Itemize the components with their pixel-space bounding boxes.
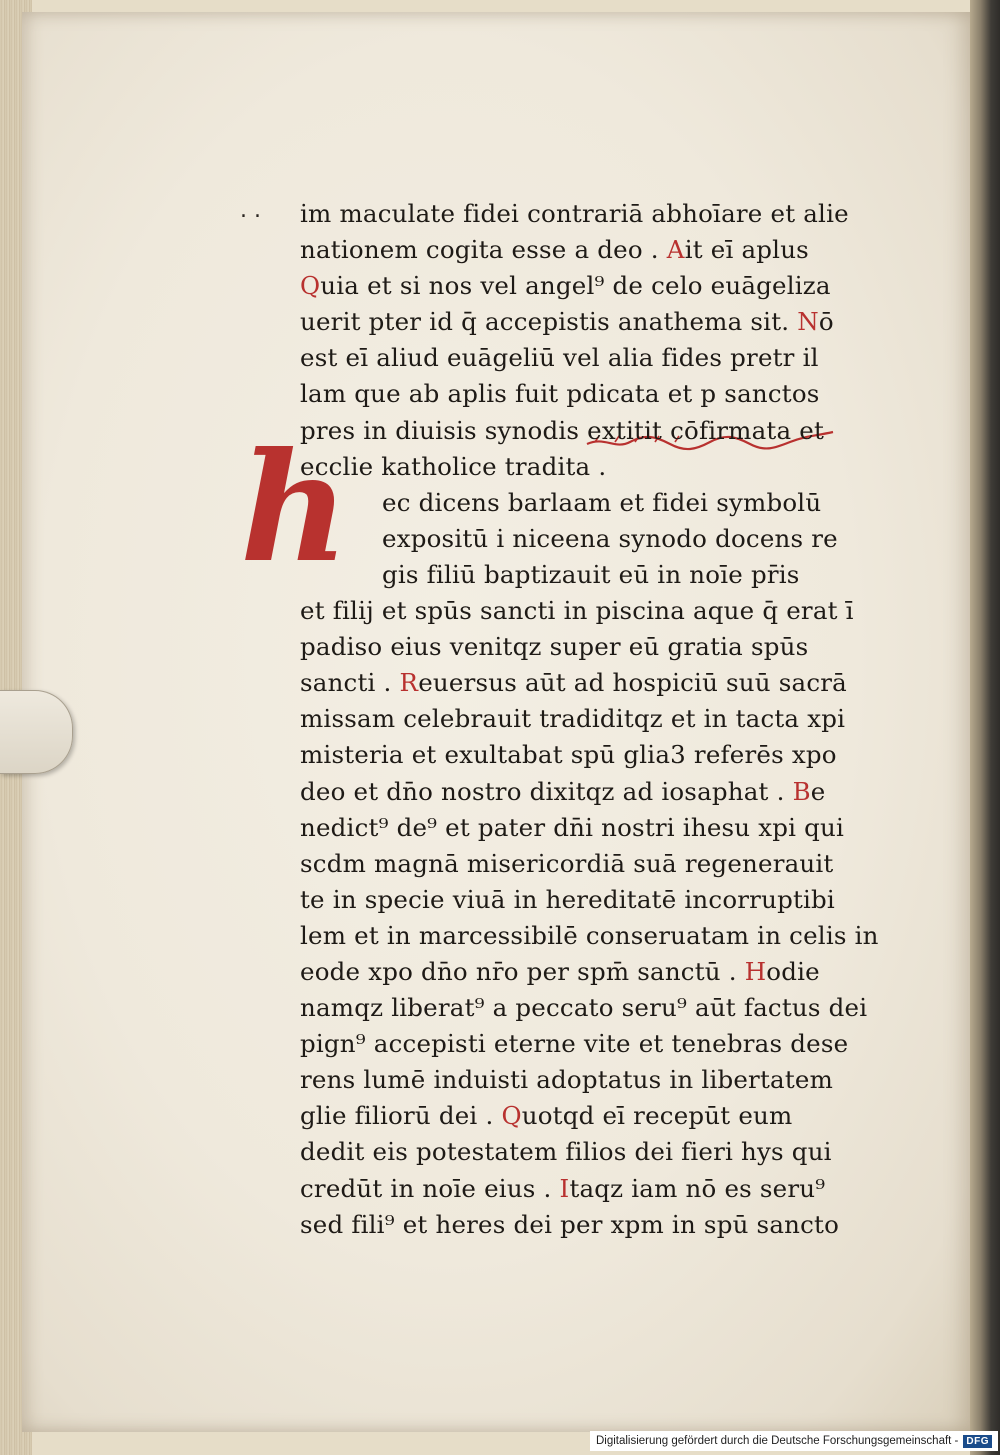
text-segment: namqz liberat⁹ a peccato seru⁹ aūt factus dei [300, 993, 868, 1023]
text-line [300, 376, 830, 412]
rubric-letter: I [559, 1173, 570, 1203]
text-line [300, 485, 830, 521]
text-line [300, 449, 830, 485]
text-segment: et filij et spūs sancti in piscina aque q̄ erat ī [300, 596, 854, 626]
text-segment: pign⁹ accepisti eterne vite et tenebras dese [300, 1029, 849, 1059]
text-segment: lem et in marcessibilē conseruatam in celis in [300, 920, 879, 950]
text-line [300, 1207, 840, 1243]
text-line [300, 737, 837, 773]
text-segment: padiso eius venitqz super eū gratia spūs [300, 632, 809, 662]
text-segment: uotqd eī recepūt eum [521, 1101, 793, 1131]
text-column [300, 196, 879, 1243]
rubric-letter: Q [501, 1101, 522, 1131]
text-segment: e [810, 776, 826, 806]
text-segment: odie [766, 956, 820, 986]
margin-mark: . . [240, 198, 261, 223]
text-line [300, 232, 830, 268]
text-segment: uerit pter id q̄ accepistis anathema sit. [300, 307, 798, 337]
text-segment: te in specie viuā in hereditatē incorruptibi [300, 884, 835, 914]
text-segment: nedict⁹ de⁹ et pater dn̄i nostri ihesu xpi qui [300, 812, 845, 842]
text-line [300, 1171, 830, 1207]
text-line [300, 774, 830, 810]
text-line [300, 521, 838, 557]
text-segment: rens lumē induisti adoptatus in libertatem [300, 1065, 833, 1095]
text-line [300, 413, 830, 449]
text-segment: ō [818, 307, 834, 337]
dfg-logo: DFG [963, 1435, 992, 1448]
bookmark-tab [0, 690, 73, 774]
text-line [300, 846, 834, 882]
text-segment: ecclie katholice tradita . [300, 451, 607, 481]
text-line [300, 557, 830, 593]
text-segment: it eī aplus [684, 235, 809, 265]
text-segment: sed fili⁹ et heres dei per xpm in spū sancto [300, 1209, 840, 1239]
text-line [300, 810, 845, 846]
text-segment: im maculate fidei contrariā abhoīare et alie [300, 199, 849, 228]
text-segment: pres in diuisis synodis extitit cōfirmata et [300, 415, 825, 445]
text-line [300, 882, 835, 918]
text-segment: nationem cogita esse a deo . [300, 235, 667, 265]
text-line [300, 304, 834, 340]
text-line [300, 1134, 830, 1170]
rubric-letter: N [797, 307, 819, 337]
rubric-letter: H [744, 956, 767, 986]
text-segment: taqz iam nō es seru⁹ [569, 1173, 826, 1203]
text-line [300, 268, 830, 304]
text-line [300, 593, 854, 629]
text-segment: dedit eis potestatem filios dei fieri hys qui [300, 1137, 832, 1167]
text-segment: missam celebrauit tradiditqz et in tacta xpi [300, 704, 846, 734]
text-line [300, 990, 868, 1026]
text-line [300, 665, 847, 701]
credit-text: Digitalisierung gefördert durch die Deutsche Forschungsgemeinschaft - [595, 1435, 959, 1447]
book-gutter [970, 0, 1000, 1455]
text-segment: euersus aūt ad hospiciū suū sacrā [418, 668, 847, 698]
text-line [300, 340, 830, 376]
text-line [300, 1026, 849, 1062]
text-segment: expositū i niceena synodo docens re [382, 523, 838, 553]
text-segment: credūt in noīe eius . [300, 1173, 560, 1203]
text-segment: est eī aliud euāgeliū vel alia fides pretr il [300, 343, 819, 373]
rubricated-initial: h [240, 420, 350, 596]
rubric-letter: Q [300, 271, 321, 301]
rubric-letter: B [792, 776, 811, 806]
text-segment: scdm magnā misericordiā suā regenerauit [300, 848, 834, 878]
text-segment: deo et dn̄o nostro dixitqz ad iosaphat . [300, 776, 793, 806]
rubric-letter: R [399, 668, 419, 698]
text-segment: sancti . [300, 668, 400, 698]
rubric-letter: A [666, 235, 685, 265]
text-segment: ec dicens barlaam et fidei symbolū [382, 487, 822, 517]
digitization-credit [590, 1431, 998, 1451]
text-segment: eode xpo dn̄o nr̄o per spm̄ sanctū . [300, 956, 745, 986]
text-segment: uia et si nos vel angel⁹ de celo euāgeliza [320, 271, 831, 301]
text-segment: misteria et exultabat spū glia3 referēs xpo [300, 740, 837, 770]
text-line [300, 918, 879, 954]
text-line [300, 701, 846, 737]
text-line [300, 954, 830, 990]
text-line [300, 629, 830, 665]
text-line [300, 1062, 833, 1098]
text-line [300, 196, 849, 232]
text-segment: gis filiū baptizauit eū in noīe pr̄is [382, 559, 800, 589]
text-segment: glie filiorū dei . [300, 1101, 502, 1131]
text-line [300, 1098, 830, 1134]
text-segment: lam que ab aplis fuit pdicata et p sanctos [300, 379, 820, 409]
